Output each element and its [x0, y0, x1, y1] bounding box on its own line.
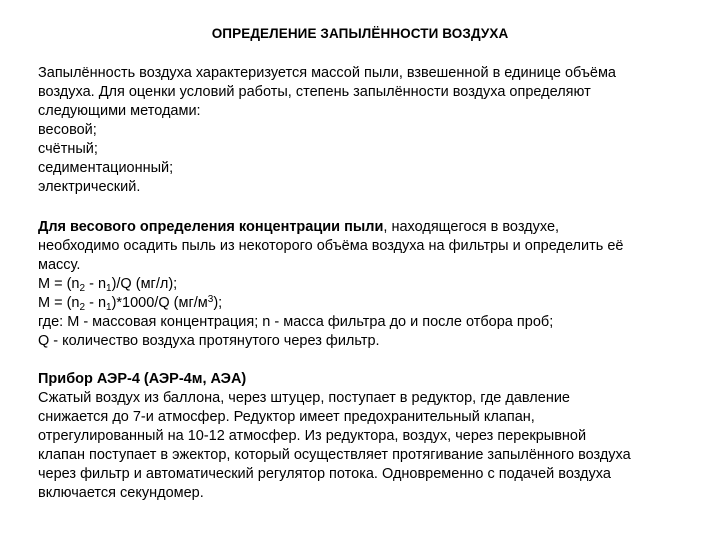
formula-mg-per-l: $М = (n_2 - n_1)/Q$ (мг/л); — [38, 276, 178, 294]
device-line: снижается до 7-и атмосфер. Редуктор имеет предохранительный клапан, — [38, 409, 535, 425]
formula-legend: Q - количество воздуха протянутого через фильтр. — [38, 333, 380, 349]
slide-body — [38, 64, 708, 503]
device-line: отрегулированный на 10-12 атмосфер. Из редуктора, воздух, через перекрывной — [38, 428, 587, 444]
page-title: ОПРЕДЕЛЕНИЕ ЗАПЫЛЁННОСТИ ВОЗДУХА — [211, 26, 509, 41]
device-line: через фильтр и автоматический регулятор потока. Одновременно с подачей воздуха — [38, 466, 611, 482]
intro-line: воздуха. Для оценки условий работы, степень запылённости воздуха определяют — [38, 84, 591, 100]
spacer — [38, 197, 708, 218]
intro-line: Запылённость воздуха характеризуется массой пыли, взвешенной в единице объёма — [38, 65, 616, 81]
weight-method-line: необходимо осадить пыль из некоторого объёма воздуха на фильтры и определить её — [38, 238, 624, 254]
weight-method-line: массу. — [38, 257, 81, 273]
intro-line: следующими методами: — [38, 103, 201, 119]
weight-method-line: Для весового определения концентрации пыли, находящегося в воздухе, — [38, 219, 560, 235]
device-heading: Прибор АЭР-4 (АЭР-4м, АЭА) — [38, 371, 247, 387]
method-item: счётный; — [38, 141, 98, 157]
spacer — [38, 351, 708, 370]
device-line: включается секундомер. — [38, 485, 204, 501]
weight-method-heading: Для весового определения концентрации пыли — [38, 219, 384, 235]
formula-mg-per-m3: $М = (n_2 - n_1)*1000/Q$ $(мг/м^3)$; — [38, 294, 223, 313]
formula-legend: где: М - массовая концентрация; n - масса фильтра до и после отбора проб; — [38, 314, 554, 330]
method-item: электрический. — [38, 179, 141, 195]
method-item: весовой; — [38, 122, 97, 138]
device-line: Сжатый воздух из баллона, через штуцер, поступает в редуктор, где давление — [38, 390, 570, 406]
method-item: седиментационный; — [38, 160, 174, 176]
device-line: клапан поступает в эжектор, который осуществляет протягивание запылённого воздуха — [38, 447, 631, 463]
